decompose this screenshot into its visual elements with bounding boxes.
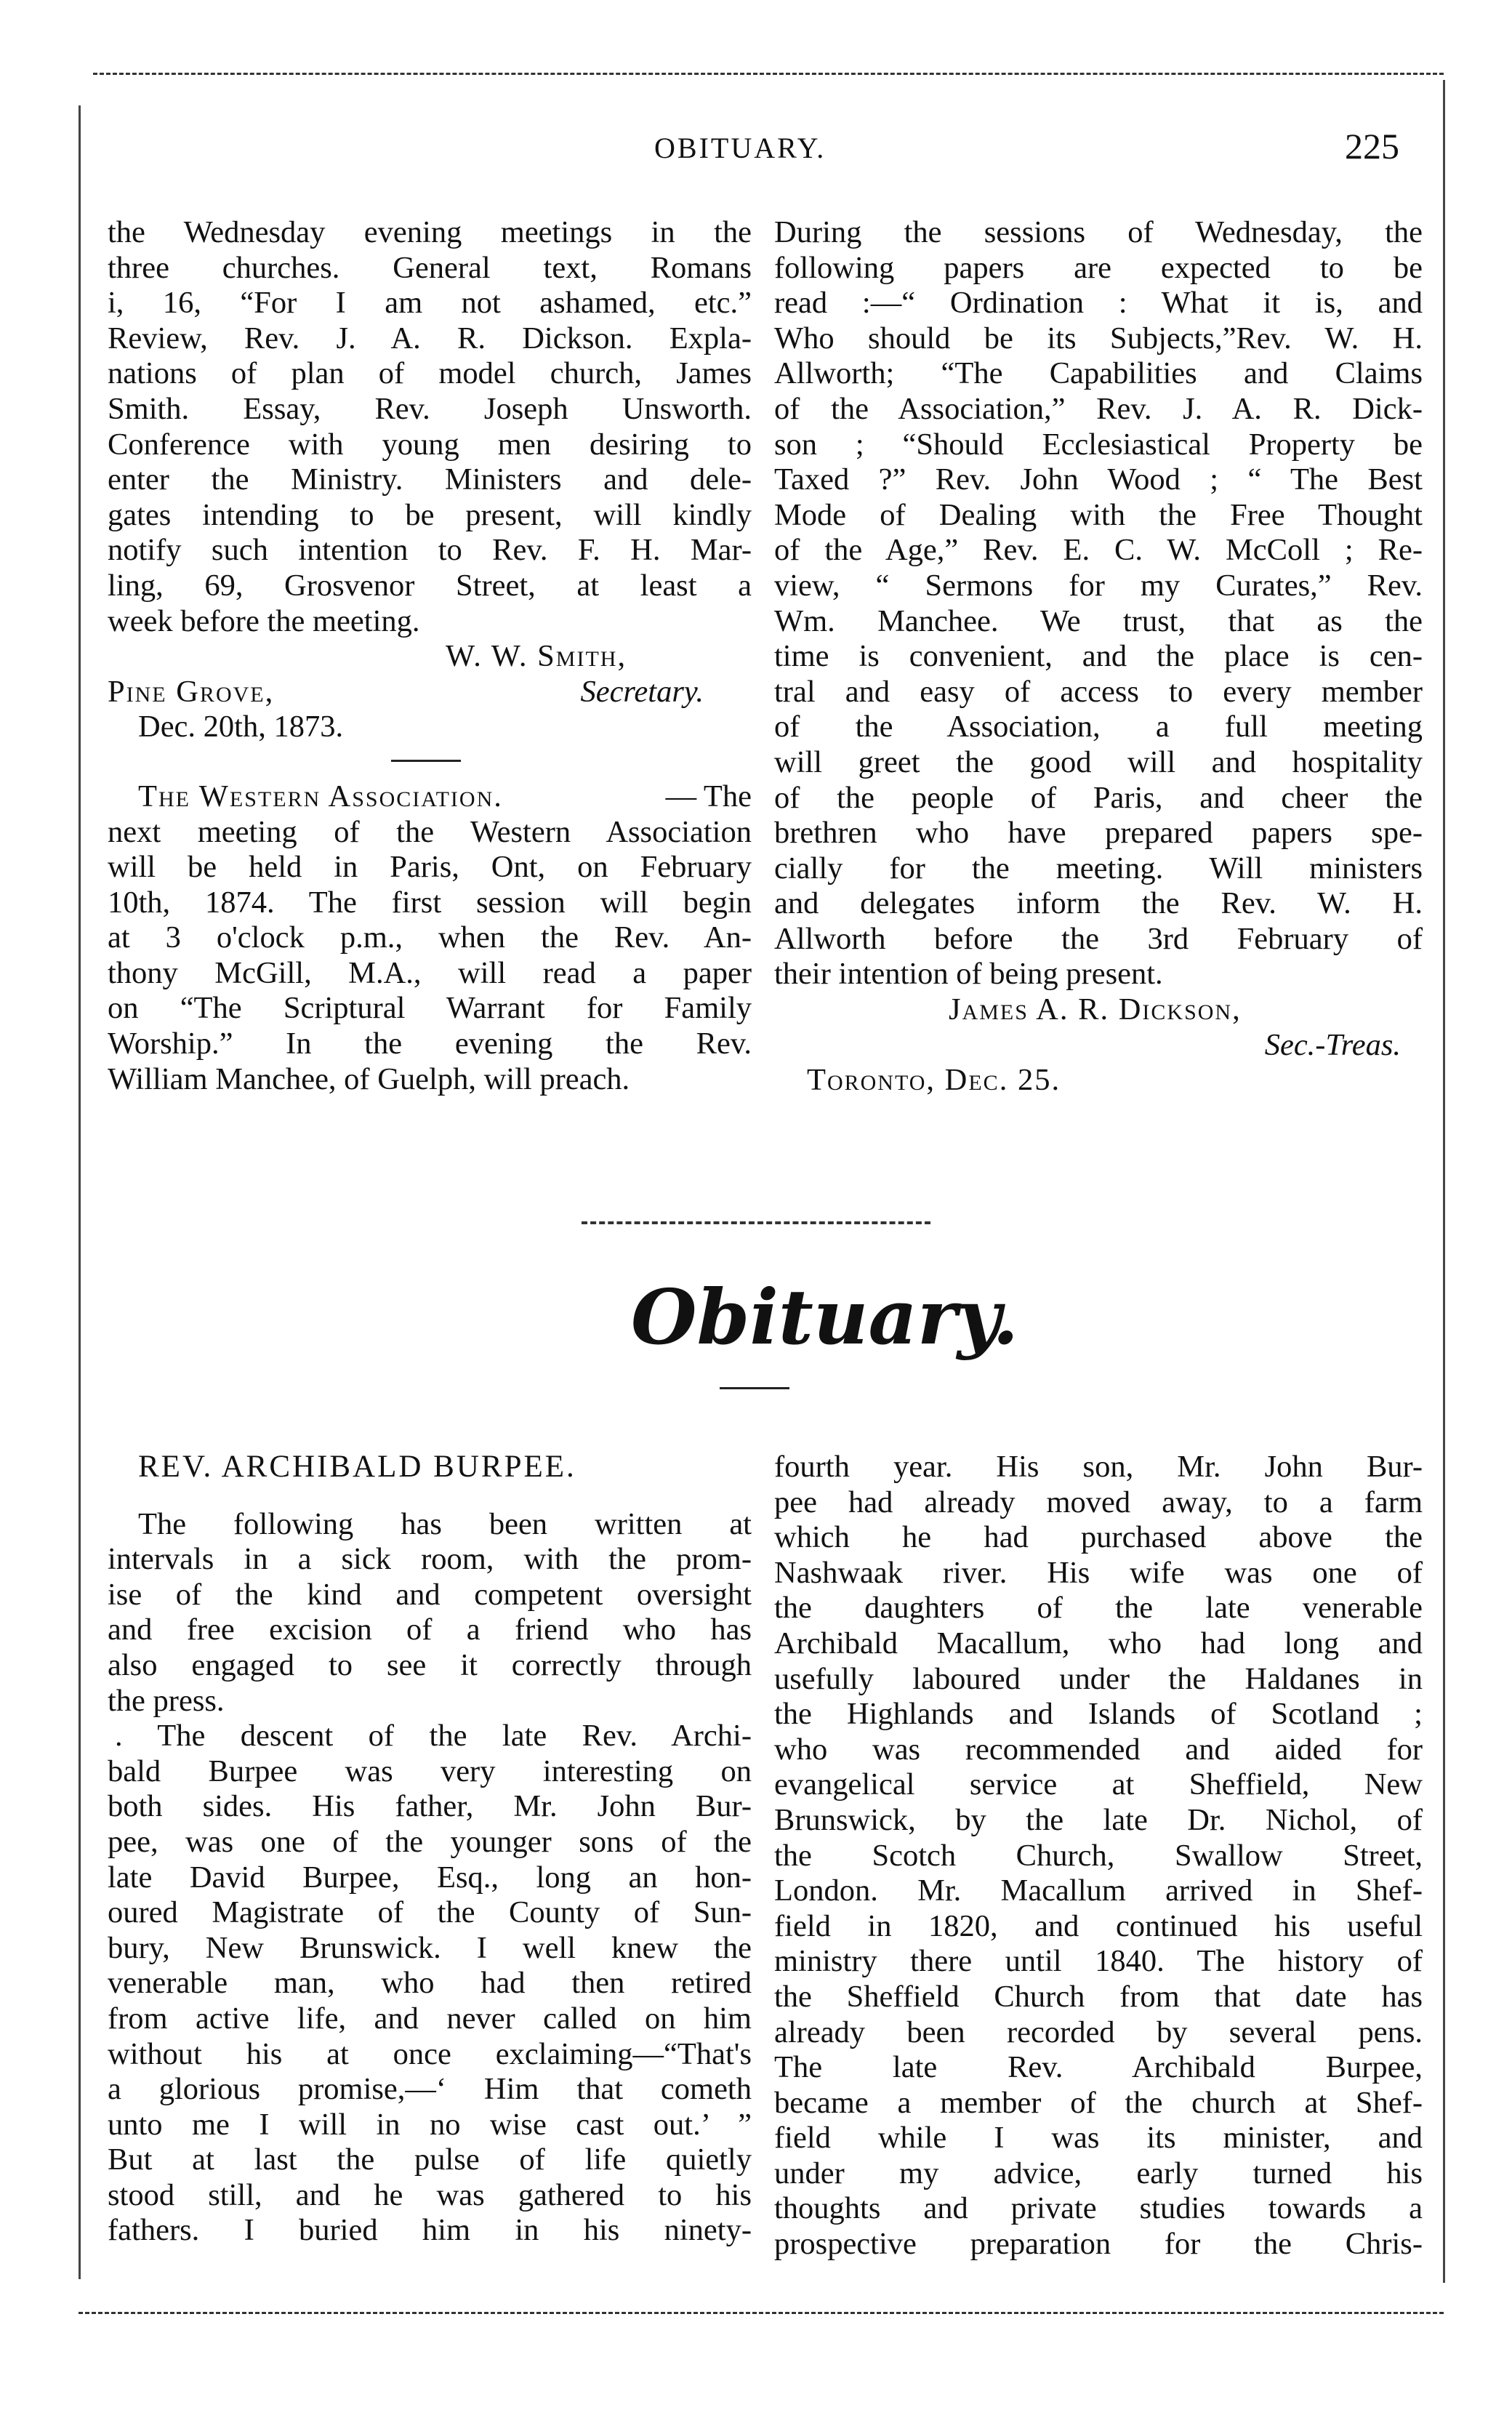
- text-line: But at last the pulse of life quietly: [108, 2142, 752, 2177]
- text-line: also engaged to see it correctly through: [108, 1647, 752, 1682]
- top-border: [93, 73, 1444, 75]
- text-line: time is convenient, and the place is cen-: [774, 639, 1423, 674]
- text-line: late David Burpee, Esq., long an hon-: [108, 1860, 752, 1895]
- text-line: 10th, 1874. The first session will begin: [108, 885, 752, 920]
- text-line: evangelical service at Sheffield, New: [774, 1767, 1423, 1802]
- text-line: — The: [665, 779, 752, 814]
- text-line: from active life, and never called on him: [108, 2001, 752, 2036]
- text-line: Who should be its Subjects,”Rev. W. H.: [774, 321, 1423, 356]
- text-line: without his at once exclaiming—“That's: [108, 2036, 752, 2071]
- signature-title: Sec.-Treas.: [1264, 1027, 1401, 1062]
- text-line: at 3 o'clock p.m., when the Rev. An-: [108, 920, 752, 955]
- text-line: brethren who have prepared papers spe-: [774, 816, 1423, 851]
- text-line: fathers. I buried him in his ninety-: [108, 2213, 752, 2248]
- text-line: a glorious promise,—‘ Him that cometh: [108, 2072, 752, 2107]
- text-line: notify such intention to Rev. F. H. Mar-: [108, 533, 752, 568]
- text-line: Mode of Dealing with the Free Thought: [774, 497, 1423, 532]
- text-line: venerable man, who had then retired: [108, 1966, 752, 2001]
- text-line: the Wednesday evening meetings in the: [108, 215, 752, 249]
- obituary-title: Obituary.: [631, 1272, 1019, 1362]
- text-line: London. Mr. Macallum arrived in Shef-: [774, 1873, 1423, 1908]
- text-line: the daughters of the late venerable: [774, 1591, 1423, 1626]
- text-line: Taxed ?” Rev. John Wood ; “ The Best: [774, 462, 1423, 497]
- text-line: During the sessions of Wednesday, the: [774, 215, 1423, 249]
- place-line: [108, 675, 704, 710]
- text-line: Smith. Essay, Rev. Joseph Unsworth.: [108, 391, 752, 426]
- text-line: gates intending to be present, will kindly: [108, 497, 752, 532]
- column-4: [774, 1450, 1423, 2262]
- text-line: Archibald Macallum, who had long and: [774, 1626, 1423, 1660]
- text-line: thoughts and private studies towards a: [774, 2191, 1423, 2226]
- text-line: Wm. Manchee. We trust, that as the: [774, 603, 1423, 638]
- text-line: bury, New Brunswick. I well knew the: [108, 1930, 752, 1965]
- text-line: who was recommended and aided for: [774, 1732, 1423, 1767]
- text-line: both sides. His father, Mr. John Bur-: [108, 1789, 752, 1824]
- right-rule: [1443, 80, 1445, 2283]
- text-line: field in 1820, and continued his useful: [774, 1908, 1423, 1943]
- place: Pine Grove,: [108, 674, 275, 709]
- western-association-heading: The Western Association.: [138, 779, 503, 814]
- text-line: unto me I will in no wise cast out.’ ”: [108, 2107, 752, 2142]
- text-line: on “The Scriptural Warrant for Family: [108, 991, 752, 1026]
- text-line: fourth year. His son, Mr. John Bur-: [774, 1450, 1423, 1484]
- text-line: the Highlands and Islands of Scotland ;: [774, 1697, 1423, 1732]
- text-line: will greet the good will and hospitality: [774, 744, 1423, 779]
- text-line: the Sheffield Church from that date has: [774, 1979, 1423, 2014]
- text-line: intervals in a sick room, with the prom-: [108, 1542, 752, 1577]
- text-line: of the people of Paris, and cheer the: [774, 780, 1423, 815]
- text-line: of the Association,” Rev. J. A. R. Dick-: [774, 391, 1423, 426]
- signature-name: James A. R. Dickson,: [949, 992, 1242, 1027]
- text-line: Allworth before the 3rd February of: [774, 921, 1423, 956]
- text-line: son ; “Should Ecclesiastical Property be: [774, 427, 1423, 462]
- text-line: ling, 69, Grosvenor Street, at least a: [108, 568, 752, 603]
- text-line: stood still, and he was gathered to his: [108, 2177, 752, 2212]
- text-line: of the Association, a full meeting: [774, 710, 1423, 744]
- left-rule: [79, 105, 81, 2279]
- text-line: view, “ Sermons for my Curates,” Rev.: [774, 568, 1423, 603]
- text-line: under my advice, early turned his: [774, 2156, 1423, 2190]
- text-line: cially for the meeting. Will ministers: [774, 851, 1423, 885]
- text-line: the Scotch Church, Swallow Street,: [774, 1838, 1423, 1873]
- text-line: pee had already moved away, to a farm: [774, 1485, 1423, 1519]
- text-line: Review, Rev. J. A. R. Dickson. Expla-: [108, 321, 752, 356]
- text-line: ministry there until 1840. The history of: [774, 1944, 1423, 1979]
- text-line: Worship.” In the evening the Rev.: [108, 1027, 752, 1061]
- text-line: . The descent of the late Rev. Archi-: [115, 1719, 752, 1754]
- text-line: already been recorded by several pens.: [774, 2015, 1423, 2049]
- text-line: which he had purchased above the: [774, 1520, 1423, 1555]
- text-line: their intention of being present.: [774, 957, 1163, 992]
- text-line: prospective preparation for the Chris-: [774, 2227, 1423, 2262]
- text-line: will be held in Paris, Ont, on February: [108, 850, 752, 885]
- separator-rule: [582, 1221, 930, 1224]
- running-head: OBITUARY.: [654, 132, 827, 164]
- section-rule: [391, 760, 461, 762]
- western-heading-line: [108, 779, 752, 815]
- text-line: oured Magistrate of the County of Sun-: [108, 1895, 752, 1930]
- text-line: read :—“ Ordination : What it is, and: [774, 286, 1423, 321]
- text-line: i, 16, “For I am not ashamed, etc.”: [108, 286, 752, 321]
- text-line: thony McGill, M.A., will read a paper: [108, 955, 752, 990]
- title-rule: [720, 1387, 789, 1389]
- text-line: field while I was its minister, and: [774, 2121, 1423, 2156]
- text-line: usefully laboured under the Haldanes in: [774, 1661, 1423, 1696]
- column-3: [108, 1450, 752, 2249]
- text-line: tral and easy of access to every member: [774, 674, 1423, 709]
- obituary-heading: REV. ARCHIBALD BURPEE.: [138, 1450, 576, 1484]
- text-line: bald Burpee was very interesting on: [108, 1754, 752, 1788]
- signature-title: Secretary.: [580, 674, 704, 709]
- text-line: ise of the kind and competent oversight: [108, 1577, 752, 1612]
- text-line: and free excision of a friend who has: [108, 1612, 752, 1647]
- text-line: the press.: [108, 1683, 225, 1718]
- text-line: enter the Ministry. Ministers and dele-: [108, 462, 752, 497]
- text-line: three churches. General text, Romans: [108, 250, 752, 285]
- text-line: pee, was one of the younger sons of the: [108, 1824, 752, 1859]
- text-line: became a member of the church at Shef-: [774, 2085, 1423, 2120]
- signature-name: W. W. Smith,: [446, 639, 627, 674]
- column-2: [774, 215, 1423, 1098]
- text-line: The following has been written at: [138, 1506, 752, 1541]
- text-line: nations of plan of model church, James: [108, 356, 752, 391]
- text-line: week before the meeting.: [108, 603, 420, 638]
- text-line: Conference with young men desiring to: [108, 427, 752, 462]
- date: Dec. 20th, 1873.: [138, 710, 344, 744]
- text-line: next meeting of the Western Association: [108, 814, 752, 849]
- place-date: Toronto, Dec. 25.: [807, 1063, 1061, 1098]
- text-line: William Manchee, of Guelph, will preach.: [108, 1061, 630, 1096]
- column-1: [108, 215, 752, 1097]
- text-line: Brunswick, by the late Dr. Nichol, of: [774, 1802, 1423, 1837]
- page-number: 225: [1345, 126, 1399, 166]
- bottom-border: [79, 2312, 1444, 2314]
- text-line: The late Rev. Archibald Burpee,: [774, 2050, 1423, 2085]
- text-line: Allworth; “The Capabilities and Claims: [774, 356, 1423, 391]
- text-line: Nashwaak river. His wife was one of: [774, 1555, 1423, 1590]
- text-line: of the Age,” Rev. E. C. W. McColl ; Re-: [774, 533, 1423, 568]
- text-line: and delegates inform the Rev. W. H.: [774, 886, 1423, 921]
- text-line: following papers are expected to be: [774, 250, 1423, 285]
